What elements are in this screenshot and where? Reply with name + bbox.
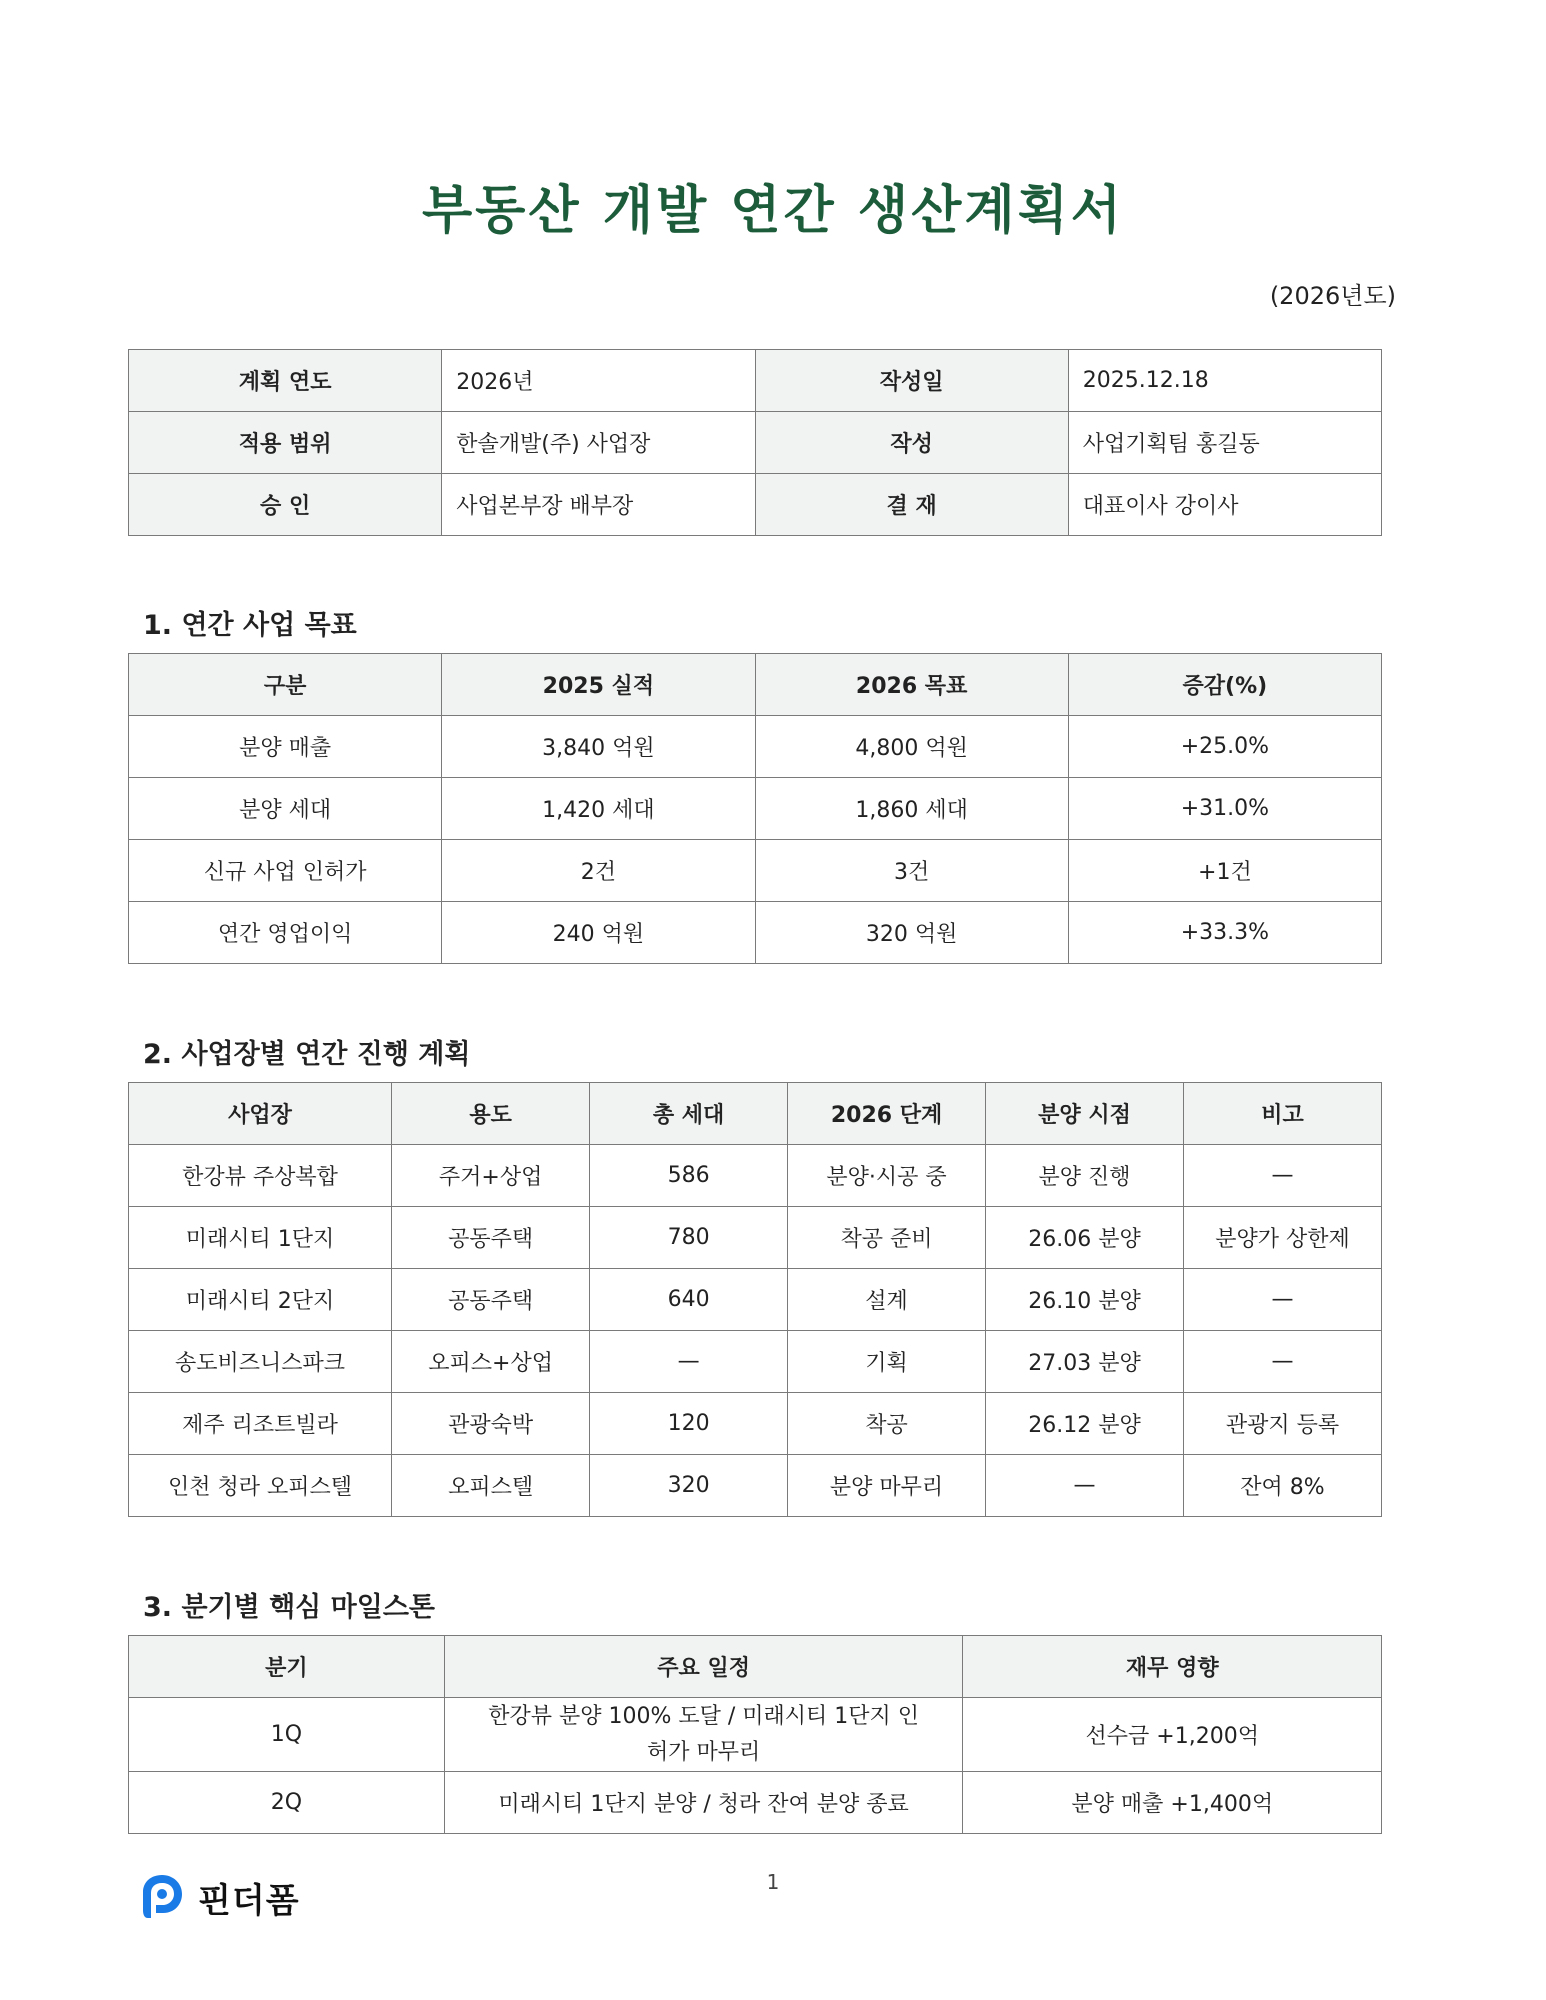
info-table <box>128 349 1382 536</box>
table-row <box>129 350 1382 412</box>
year-note: (2026년도) <box>1269 282 1396 310</box>
table-cell: 인천 청라 오피스텔 <box>129 1455 392 1517</box>
author-value: 사업기획팀 홍길동 <box>1068 412 1381 474</box>
table-cell: 미래시티 1단지 분양 / 청라 잔여 분양 종료 <box>444 1772 963 1834</box>
table-cell: 3건 <box>755 840 1068 902</box>
table-cell: — <box>986 1455 1184 1517</box>
table-row <box>129 1698 1382 1772</box>
date-value: 2025.12.18 <box>1068 350 1381 412</box>
table-cell: 설계 <box>788 1269 986 1331</box>
table-cell: 잔여 8% <box>1184 1455 1382 1517</box>
column-header: 분양 시점 <box>986 1083 1184 1145</box>
sign-label: 결 재 <box>755 474 1068 536</box>
section-1-title: 1. 연간 사업 목표 <box>143 610 357 641</box>
table-row <box>129 412 1382 474</box>
table-cell: 미래시티 1단지 <box>129 1207 392 1269</box>
column-header: 재무 영향 <box>963 1636 1382 1698</box>
table-cell: 4,800 억원 <box>755 716 1068 778</box>
table-cell: 공동주택 <box>392 1207 590 1269</box>
table-cell: 27.03 분양 <box>986 1331 1184 1393</box>
table-row <box>129 840 1382 902</box>
table-cell: 분양 매출 +1,400억 <box>963 1772 1382 1834</box>
table-cell: 미래시티 2단지 <box>129 1269 392 1331</box>
column-header: 총 세대 <box>590 1083 788 1145</box>
column-header: 사업장 <box>129 1083 392 1145</box>
table-cell: 관광숙박 <box>392 1393 590 1455</box>
table-row <box>129 1772 1382 1834</box>
table-row <box>129 1393 1382 1455</box>
table-cell: 780 <box>590 1207 788 1269</box>
table-cell: 2건 <box>442 840 755 902</box>
table-cell: 분양 진행 <box>986 1145 1184 1207</box>
document-title: 부동산 개발 연간 생산계획서 <box>421 181 1125 241</box>
column-header: 2026 목표 <box>755 654 1068 716</box>
table-row <box>129 1455 1382 1517</box>
plan-year-value: 2026년 <box>442 350 755 412</box>
sign-value: 대표이사 강이사 <box>1068 474 1381 536</box>
table-cell: 1Q <box>129 1698 445 1772</box>
table-cell: 관광지 등록 <box>1184 1393 1382 1455</box>
column-header: 주요 일정 <box>444 1636 963 1698</box>
table-cell: — <box>590 1331 788 1393</box>
table-cell: 2Q <box>129 1772 445 1834</box>
page-number: 1 <box>766 1870 780 1894</box>
table-cell: 오피스+상업 <box>392 1331 590 1393</box>
table-cell: 신규 사업 인허가 <box>129 840 442 902</box>
table-cell: 오피스텔 <box>392 1455 590 1517</box>
column-header: 2026 단계 <box>788 1083 986 1145</box>
table-cell: 연간 영업이익 <box>129 902 442 964</box>
table-cell: 640 <box>590 1269 788 1331</box>
table-cell: 320 <box>590 1455 788 1517</box>
table-cell: 분양 매출 <box>129 716 442 778</box>
author-label: 작성 <box>755 412 1068 474</box>
table-cell: 공동주택 <box>392 1269 590 1331</box>
column-header: 용도 <box>392 1083 590 1145</box>
table-cell: 한강뷰 분양 100% 도달 / 미래시티 1단지 인허가 마무리 <box>444 1698 963 1772</box>
table-cell: 선수금 +1,200억 <box>963 1698 1382 1772</box>
approve-value: 사업본부장 배부장 <box>442 474 755 536</box>
table-cell: 송도비즈니스파크 <box>129 1331 392 1393</box>
column-header: 비고 <box>1184 1083 1382 1145</box>
table-header-row <box>129 654 1382 716</box>
table-cell: 26.12 분양 <box>986 1393 1184 1455</box>
scope-label: 적용 범위 <box>129 412 442 474</box>
table-header-row <box>129 1636 1382 1698</box>
table-cell: 한강뷰 주상복합 <box>129 1145 392 1207</box>
table-cell: +1건 <box>1068 840 1381 902</box>
column-header: 2025 실적 <box>442 654 755 716</box>
table-cell: +33.3% <box>1068 902 1381 964</box>
table-cell: 착공 준비 <box>788 1207 986 1269</box>
table-cell: +25.0% <box>1068 716 1381 778</box>
column-header: 증감(%) <box>1068 654 1381 716</box>
table-cell: +31.0% <box>1068 778 1381 840</box>
table-cell: 240 억원 <box>442 902 755 964</box>
table-cell: 1,420 세대 <box>442 778 755 840</box>
table-cell: — <box>1184 1269 1382 1331</box>
table-cell: 분양 마무리 <box>788 1455 986 1517</box>
finderform-logo-icon <box>140 1872 186 1922</box>
table-row <box>129 1207 1382 1269</box>
table-row <box>129 778 1382 840</box>
table-cell: 착공 <box>788 1393 986 1455</box>
table-cell: 분양가 상한제 <box>1184 1207 1382 1269</box>
table-cell: 586 <box>590 1145 788 1207</box>
table-row <box>129 474 1382 536</box>
table-cell: 26.06 분양 <box>986 1207 1184 1269</box>
site-plan-table <box>128 1082 1382 1517</box>
section-2-title: 2. 사업장별 연간 진행 계획 <box>143 1039 471 1070</box>
table-cell: 주거+상업 <box>392 1145 590 1207</box>
table-cell: — <box>1184 1331 1382 1393</box>
scope-value: 한솔개발(주) 사업장 <box>442 412 755 474</box>
table-cell: 320 억원 <box>755 902 1068 964</box>
table-cell: 1,860 세대 <box>755 778 1068 840</box>
brand-logo <box>140 1872 300 1922</box>
section-3-title: 3. 분기별 핵심 마일스톤 <box>143 1592 435 1623</box>
plan-year-label: 계획 연도 <box>129 350 442 412</box>
logo-text: 핀더폼 <box>198 1880 300 1921</box>
column-header: 구분 <box>129 654 442 716</box>
approve-label: 승 인 <box>129 474 442 536</box>
table-row <box>129 1145 1382 1207</box>
table-cell: 제주 리조트빌라 <box>129 1393 392 1455</box>
table-header-row <box>129 1083 1382 1145</box>
table-cell: — <box>1184 1145 1382 1207</box>
annual-goals-table <box>128 653 1382 964</box>
table-row <box>129 1331 1382 1393</box>
table-cell: 분양 세대 <box>129 778 442 840</box>
milestone-table <box>128 1635 1382 1834</box>
table-cell: 기획 <box>788 1331 986 1393</box>
table-cell: 분양·시공 중 <box>788 1145 986 1207</box>
column-header: 분기 <box>129 1636 445 1698</box>
table-row <box>129 902 1382 964</box>
date-label: 작성일 <box>755 350 1068 412</box>
table-cell: 120 <box>590 1393 788 1455</box>
table-row <box>129 1269 1382 1331</box>
table-cell: 3,840 억원 <box>442 716 755 778</box>
table-cell: 26.10 분양 <box>986 1269 1184 1331</box>
table-row <box>129 716 1382 778</box>
